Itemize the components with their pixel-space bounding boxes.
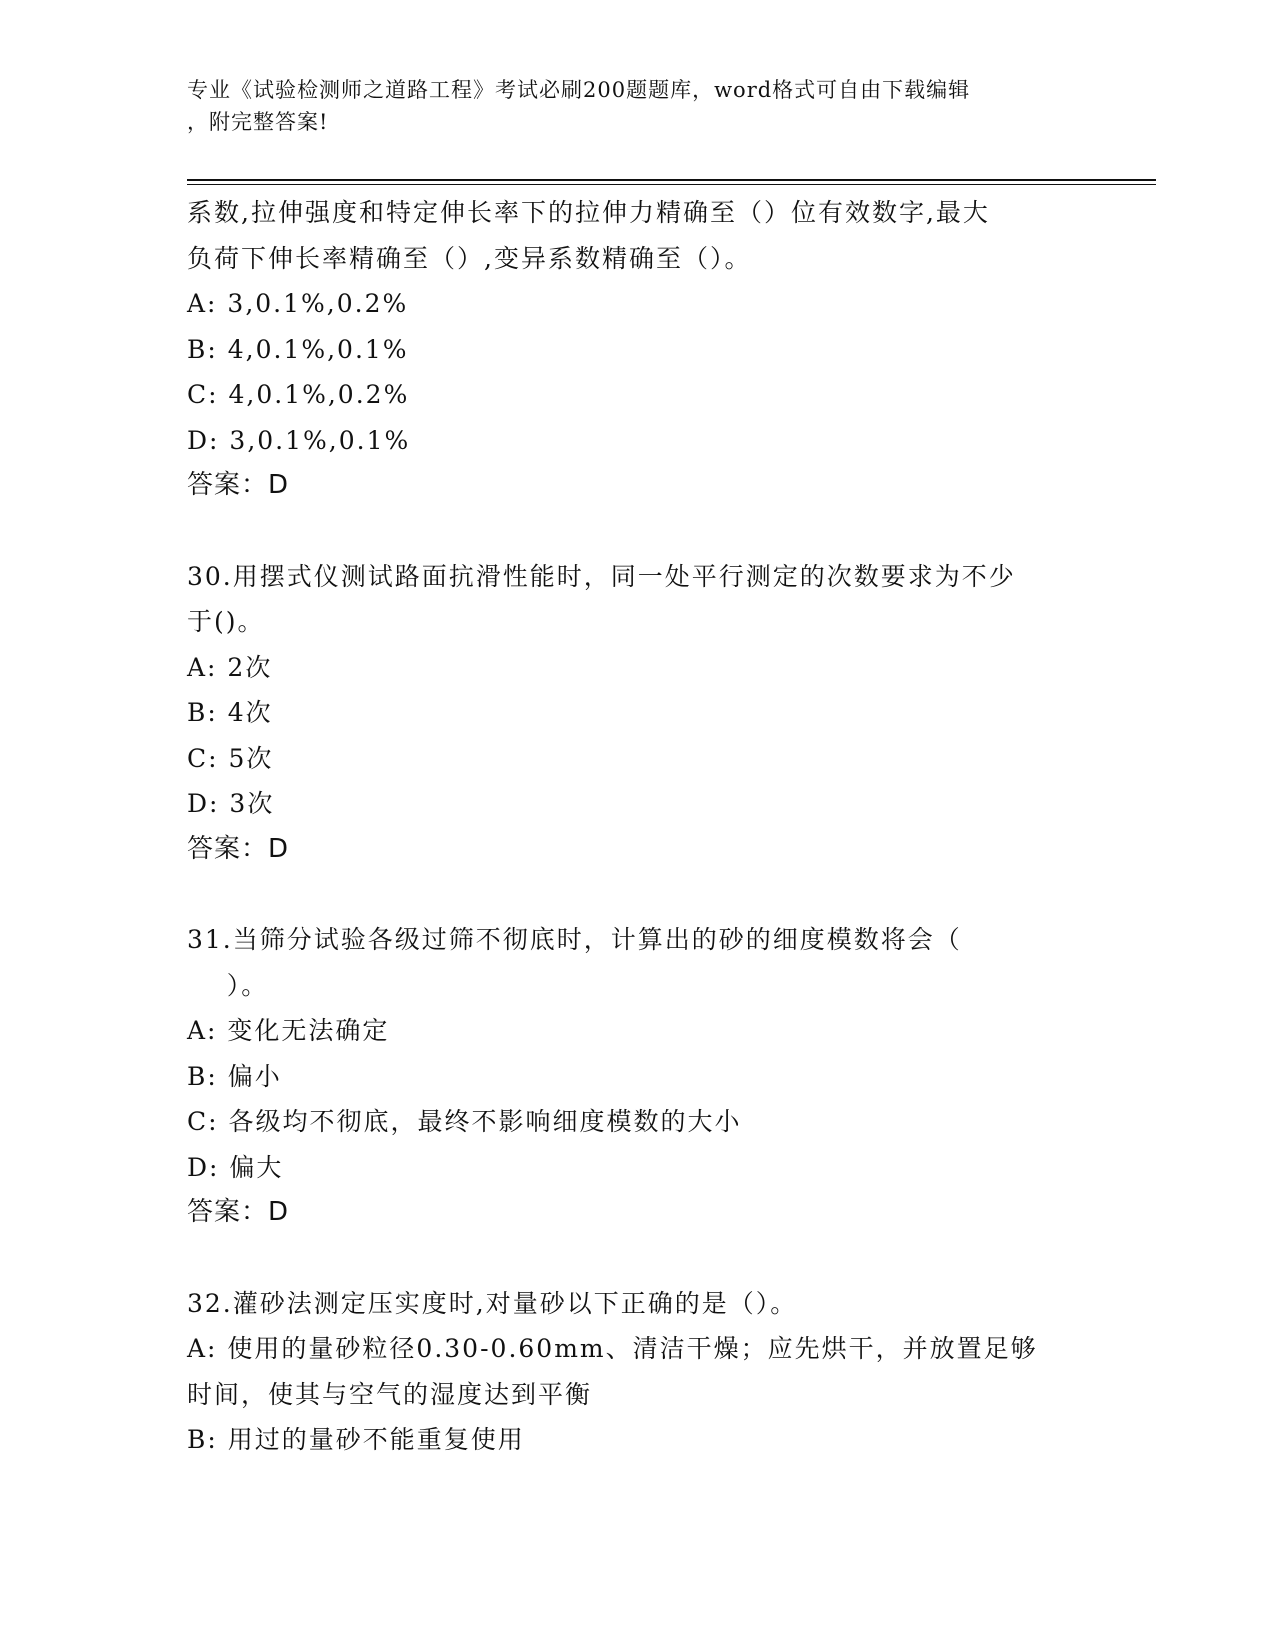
header-title-line2: ，附完整答案! xyxy=(187,110,329,134)
q32-stem: 32.灌砂法测定压实度时,对量砂以下正确的是（）。 xyxy=(187,1288,798,1318)
q31-answer: 答案：D xyxy=(187,1197,290,1227)
q31-option-c: C: 各级均不彻底，最终不影响细度模数的大小 xyxy=(187,1107,742,1136)
q30-option-b: B: 4次 xyxy=(187,698,273,727)
header-rule-thin xyxy=(187,184,1156,185)
q32-option-a-line1: A: 使用的量砂粒径0.30-0.60mm、清洁干燥；应先烘干，并放置足够 xyxy=(187,1334,1038,1363)
header-rule-thick xyxy=(187,179,1156,181)
q29-option-a: A: 3,0.1%,0.2% xyxy=(187,289,409,318)
q31-option-b: B: 偏小 xyxy=(187,1061,282,1091)
document-header xyxy=(187,74,1067,138)
q29-answer: 答案：D xyxy=(187,470,290,500)
q29-option-c: C: 4,0.1%,0.2% xyxy=(187,380,410,409)
q31-stem-line1: 31.当筛分试验各级过筛不彻底时，计算出的砂的细度模数将会（ xyxy=(187,925,962,954)
header-title-line1: 专业《试验检测师之道路工程》考试必刷200题题库，word格式可自由下载编辑 xyxy=(187,78,971,102)
question-list xyxy=(187,190,1067,1463)
q30-answer: 答案：D xyxy=(187,833,290,864)
q30-stem-line2: 于()。 xyxy=(187,607,265,636)
q30-option-c: C: 5次 xyxy=(187,743,274,773)
q29-stem-line1: 系数,拉伸强度和特定伸长率下的拉伸力精确至（）位有效数字,最大 xyxy=(187,198,990,227)
q31-option-a: A: 变化无法确定 xyxy=(187,1016,390,1045)
q32-option-b: B: 用过的量砂不能重复使用 xyxy=(187,1425,525,1454)
q32-option-a-line2: 时间，使其与空气的湿度达到平衡 xyxy=(187,1379,593,1409)
q30-stem-line1: 30.用摆式仪测试路面抗滑性能时，同一处平行测定的次数要求为不少 xyxy=(187,561,1016,591)
q31-option-d: D: 偏大 xyxy=(187,1152,284,1182)
q29-option-d: D: 3,0.1%,0.1% xyxy=(187,425,411,455)
q31-stem-line2: ）。 xyxy=(187,970,269,1000)
q30-option-d: D: 3次 xyxy=(187,789,275,818)
q29-option-b: B: 4,0.1%,0.1% xyxy=(187,334,409,364)
q30-option-a: A: 2次 xyxy=(187,652,273,682)
q29-stem-line2: 负荷下伸长率精确至（）,变异系数精确至（）。 xyxy=(187,243,752,273)
